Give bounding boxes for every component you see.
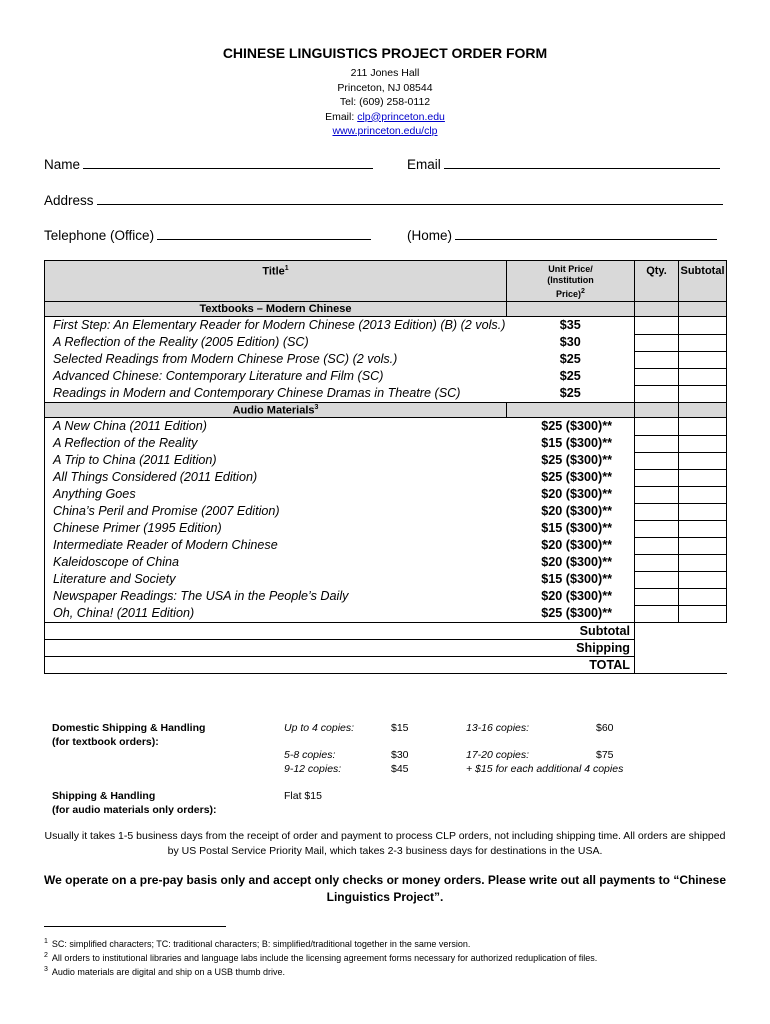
subtotal-value[interactable] bbox=[635, 623, 727, 640]
prepay-note: We operate on a pre-pay basis only and accept only checks or money orders. Please write out all payments to “Chinese Linguistics Project”. bbox=[44, 873, 726, 904]
table-row bbox=[45, 486, 727, 503]
home-label: (Home) bbox=[407, 228, 453, 243]
unit-price-header: Unit Price/ (Institution Price)$^2$ bbox=[507, 261, 635, 302]
item-price: $20 ($300)** bbox=[507, 486, 635, 503]
item-title: Literature and Society bbox=[45, 571, 507, 588]
textbooks-section-row bbox=[45, 302, 727, 317]
item-title: All Things Considered (2011 Edition) bbox=[45, 469, 507, 486]
item-subtotal[interactable] bbox=[679, 554, 727, 571]
shipping-row bbox=[45, 640, 727, 657]
qty-input[interactable] bbox=[635, 469, 679, 486]
subtotal-header: Subtotal bbox=[679, 261, 727, 302]
item-title: A Reflection of the Reality bbox=[45, 435, 507, 452]
item-subtotal[interactable] bbox=[679, 503, 727, 520]
audio-footnote-ref: 3 bbox=[314, 403, 319, 411]
item-price: $25 ($300)** bbox=[507, 452, 635, 469]
qty-input[interactable] bbox=[635, 605, 679, 623]
item-price: $20 ($300)** bbox=[507, 537, 635, 554]
shipping-value[interactable] bbox=[635, 640, 727, 657]
qty-input[interactable] bbox=[635, 588, 679, 605]
audio-rows bbox=[45, 418, 727, 623]
subtotal-label: Subtotal bbox=[45, 623, 635, 640]
table-row bbox=[45, 452, 727, 469]
qty-input[interactable] bbox=[635, 385, 679, 403]
price-footnote-ref: 2 bbox=[581, 288, 585, 295]
qty-input[interactable] bbox=[635, 418, 679, 436]
item-price: $20 ($300)** bbox=[507, 503, 635, 520]
home-phone-field[interactable] bbox=[407, 227, 717, 243]
table-row bbox=[45, 588, 727, 605]
tier-price-5: $75 bbox=[596, 749, 614, 761]
additional-copies-note: + $15 for each additional 4 copies bbox=[466, 763, 624, 775]
tier-price-2: $30 bbox=[391, 749, 409, 761]
item-subtotal[interactable] bbox=[679, 418, 727, 436]
item-price: $15 ($300)** bbox=[507, 571, 635, 588]
table-row bbox=[45, 469, 727, 486]
order-table bbox=[44, 260, 727, 674]
qty-input[interactable] bbox=[635, 537, 679, 554]
qty-input[interactable] bbox=[635, 368, 679, 385]
item-subtotal[interactable] bbox=[679, 334, 727, 351]
home-blank[interactable] bbox=[455, 227, 717, 240]
total-label: TOTAL bbox=[45, 657, 635, 674]
email-link[interactable]: clp@princeton.edu bbox=[357, 110, 445, 123]
tier-price-3: $45 bbox=[391, 763, 409, 775]
tier-copies-3: 9-12 copies: bbox=[284, 763, 342, 775]
street-address: 211 Jones Hall bbox=[350, 67, 420, 79]
tier-copies-1: Up to 4 copies: bbox=[284, 722, 355, 734]
item-title: Anything Goes bbox=[45, 486, 507, 503]
email-label: Email: bbox=[325, 110, 358, 123]
item-title: A Trip to China (2011 Edition) bbox=[45, 452, 507, 469]
name-blank[interactable] bbox=[83, 156, 373, 169]
qty-input[interactable] bbox=[635, 486, 679, 503]
city-address: Princeton, NJ 08544 bbox=[337, 81, 433, 94]
table-row bbox=[45, 435, 727, 452]
item-title: Advanced Chinese: Contemporary Literature and Film (SC) bbox=[45, 368, 507, 385]
item-subtotal[interactable] bbox=[679, 452, 727, 469]
table-row bbox=[45, 520, 727, 537]
tier-copies-5: 17-20 copies: bbox=[466, 749, 530, 761]
audio-section-label: Audio Materials$^3$ bbox=[45, 403, 507, 418]
table-row bbox=[45, 385, 727, 403]
table-row bbox=[45, 418, 727, 436]
qty-input[interactable] bbox=[635, 503, 679, 520]
telephone: Tel: (609) 258-0112 bbox=[339, 96, 431, 108]
address-label: Address bbox=[44, 193, 94, 208]
audio-shipping-label: Shipping & Handling (for audio materials only orders): bbox=[52, 790, 217, 816]
name-label: Name bbox=[44, 157, 81, 172]
qty-input[interactable] bbox=[635, 435, 679, 452]
item-subtotal[interactable] bbox=[679, 486, 727, 503]
website-line bbox=[0, 124, 770, 139]
email-line bbox=[0, 110, 770, 125]
textbook-rows bbox=[45, 317, 727, 403]
tier-copies-2: 5-8 copies: bbox=[284, 749, 336, 761]
footnote-3: $^3$ Audio materials are digital and ship on a USB thumb drive. bbox=[44, 966, 286, 977]
footnote-2: $^2$ All orders to institutional libraries and language labs include the licensing agreement forms necessary for authorized reduplication of files. bbox=[44, 952, 598, 963]
item-price: $25 bbox=[507, 368, 635, 385]
item-price: $25 bbox=[507, 385, 635, 403]
item-subtotal[interactable] bbox=[679, 317, 727, 335]
telephone-office-blank[interactable] bbox=[157, 227, 371, 240]
table-row bbox=[45, 351, 727, 368]
item-price: $25 ($300)** bbox=[507, 469, 635, 486]
email-blank[interactable] bbox=[444, 156, 720, 169]
shipping-label: Shipping bbox=[45, 640, 635, 657]
email-field[interactable] bbox=[407, 156, 720, 172]
address-field[interactable] bbox=[44, 192, 723, 208]
website-link[interactable]: www.princeton.edu/clp bbox=[332, 125, 438, 137]
item-title: Oh, China! (2011 Edition) bbox=[45, 605, 507, 623]
textbooks-section-label: Textbooks – Modern Chinese bbox=[45, 302, 507, 317]
email-field-label: Email bbox=[407, 157, 441, 172]
item-title: Chinese Primer (1995 Edition) bbox=[45, 520, 507, 537]
qty-input[interactable] bbox=[635, 452, 679, 469]
title-header: Title$^1$ bbox=[45, 261, 507, 302]
table-row bbox=[45, 554, 727, 571]
tier-price-4: $60 bbox=[596, 722, 614, 734]
table-header-row bbox=[45, 261, 727, 302]
telephone-office-field[interactable] bbox=[44, 227, 371, 243]
item-price: $15 ($300)** bbox=[507, 520, 635, 537]
audio-section-row bbox=[45, 403, 727, 418]
item-subtotal[interactable] bbox=[679, 435, 727, 452]
item-subtotal[interactable] bbox=[679, 571, 727, 588]
tier-price-1: $15 bbox=[391, 722, 409, 734]
table-row bbox=[45, 571, 727, 588]
item-price: $25 ($300)** bbox=[507, 418, 635, 436]
item-subtotal[interactable] bbox=[679, 368, 727, 385]
item-price: $20 ($300)** bbox=[507, 554, 635, 571]
item-subtotal[interactable] bbox=[679, 351, 727, 368]
table-row bbox=[45, 317, 727, 335]
table-row bbox=[45, 368, 727, 385]
item-subtotal[interactable] bbox=[679, 520, 727, 537]
address-blank[interactable] bbox=[97, 192, 723, 205]
tier-copies-4: 13-16 copies: bbox=[466, 722, 530, 734]
item-subtotal[interactable] bbox=[679, 385, 727, 403]
item-title: Intermediate Reader of Modern Chinese bbox=[45, 537, 507, 554]
telephone-office-label: Telephone (Office) bbox=[44, 228, 155, 243]
item-title: Kaleidoscope of China bbox=[45, 554, 507, 571]
item-subtotal[interactable] bbox=[679, 469, 727, 486]
total-value[interactable] bbox=[635, 657, 727, 674]
item-title: A New China (2011 Edition) bbox=[45, 418, 507, 436]
item-subtotal[interactable] bbox=[679, 537, 727, 554]
processing-note: Usually it takes 1-5 business days from the receipt of order and payment to process CLP orders, not including shipping time. All orders are shipped by US Postal Service Priority Mail, which takes 2-3 business days for destinations in the USA. bbox=[44, 830, 726, 857]
item-price: $15 ($300)** bbox=[507, 435, 635, 452]
item-title: A Reflection of the Reality (2005 Edition) (SC) bbox=[45, 334, 507, 351]
qty-input[interactable] bbox=[635, 520, 679, 537]
qty-input[interactable] bbox=[635, 351, 679, 368]
qty-input[interactable] bbox=[635, 554, 679, 571]
table-row bbox=[45, 503, 727, 520]
item-subtotal[interactable] bbox=[679, 588, 727, 605]
item-title: First Step: An Elementary Reader for Modern Chinese (2013 Edition) (B) (2 vols.) bbox=[45, 317, 507, 335]
item-price: $30 bbox=[507, 334, 635, 351]
item-subtotal[interactable] bbox=[679, 605, 727, 623]
qty-input[interactable] bbox=[635, 317, 679, 335]
item-title: China’s Peril and Promise (2007 Edition) bbox=[45, 503, 507, 520]
title-footnote-ref: 1 bbox=[284, 265, 289, 272]
qty-header: Qty. bbox=[635, 261, 679, 302]
item-price: $25 bbox=[507, 351, 635, 368]
item-title: Selected Readings from Modern Chinese Prose (SC) (2 vols.) bbox=[45, 351, 507, 368]
domestic-shipping-label: Domestic Shipping & Handling (for textbook orders): bbox=[52, 722, 206, 748]
footnote-1: $^1$ SC: simplified characters; TC: traditional characters; B: simplified/traditional together in the same version. bbox=[44, 938, 471, 949]
footnote-divider bbox=[44, 926, 226, 927]
subtotal-row bbox=[45, 623, 727, 640]
form-header bbox=[0, 45, 770, 139]
total-row bbox=[45, 657, 727, 674]
item-price: $35 bbox=[507, 317, 635, 335]
table-row bbox=[45, 605, 727, 623]
item-price: $20 ($300)** bbox=[507, 588, 635, 605]
item-price: $25 ($300)** bbox=[507, 605, 635, 623]
name-field[interactable] bbox=[44, 156, 373, 172]
audio-shipping-price: Flat $15 bbox=[284, 790, 322, 802]
qty-input[interactable] bbox=[635, 334, 679, 351]
item-title: Newspaper Readings: The USA in the People’s Daily bbox=[45, 588, 507, 605]
form-title: CHINESE LINGUISTICS PROJECT ORDER FORM bbox=[222, 45, 548, 61]
qty-input[interactable] bbox=[635, 571, 679, 588]
item-title: Readings in Modern and Contemporary Chinese Dramas in Theatre (SC) bbox=[45, 385, 507, 403]
table-row bbox=[45, 334, 727, 351]
table-row bbox=[45, 537, 727, 554]
